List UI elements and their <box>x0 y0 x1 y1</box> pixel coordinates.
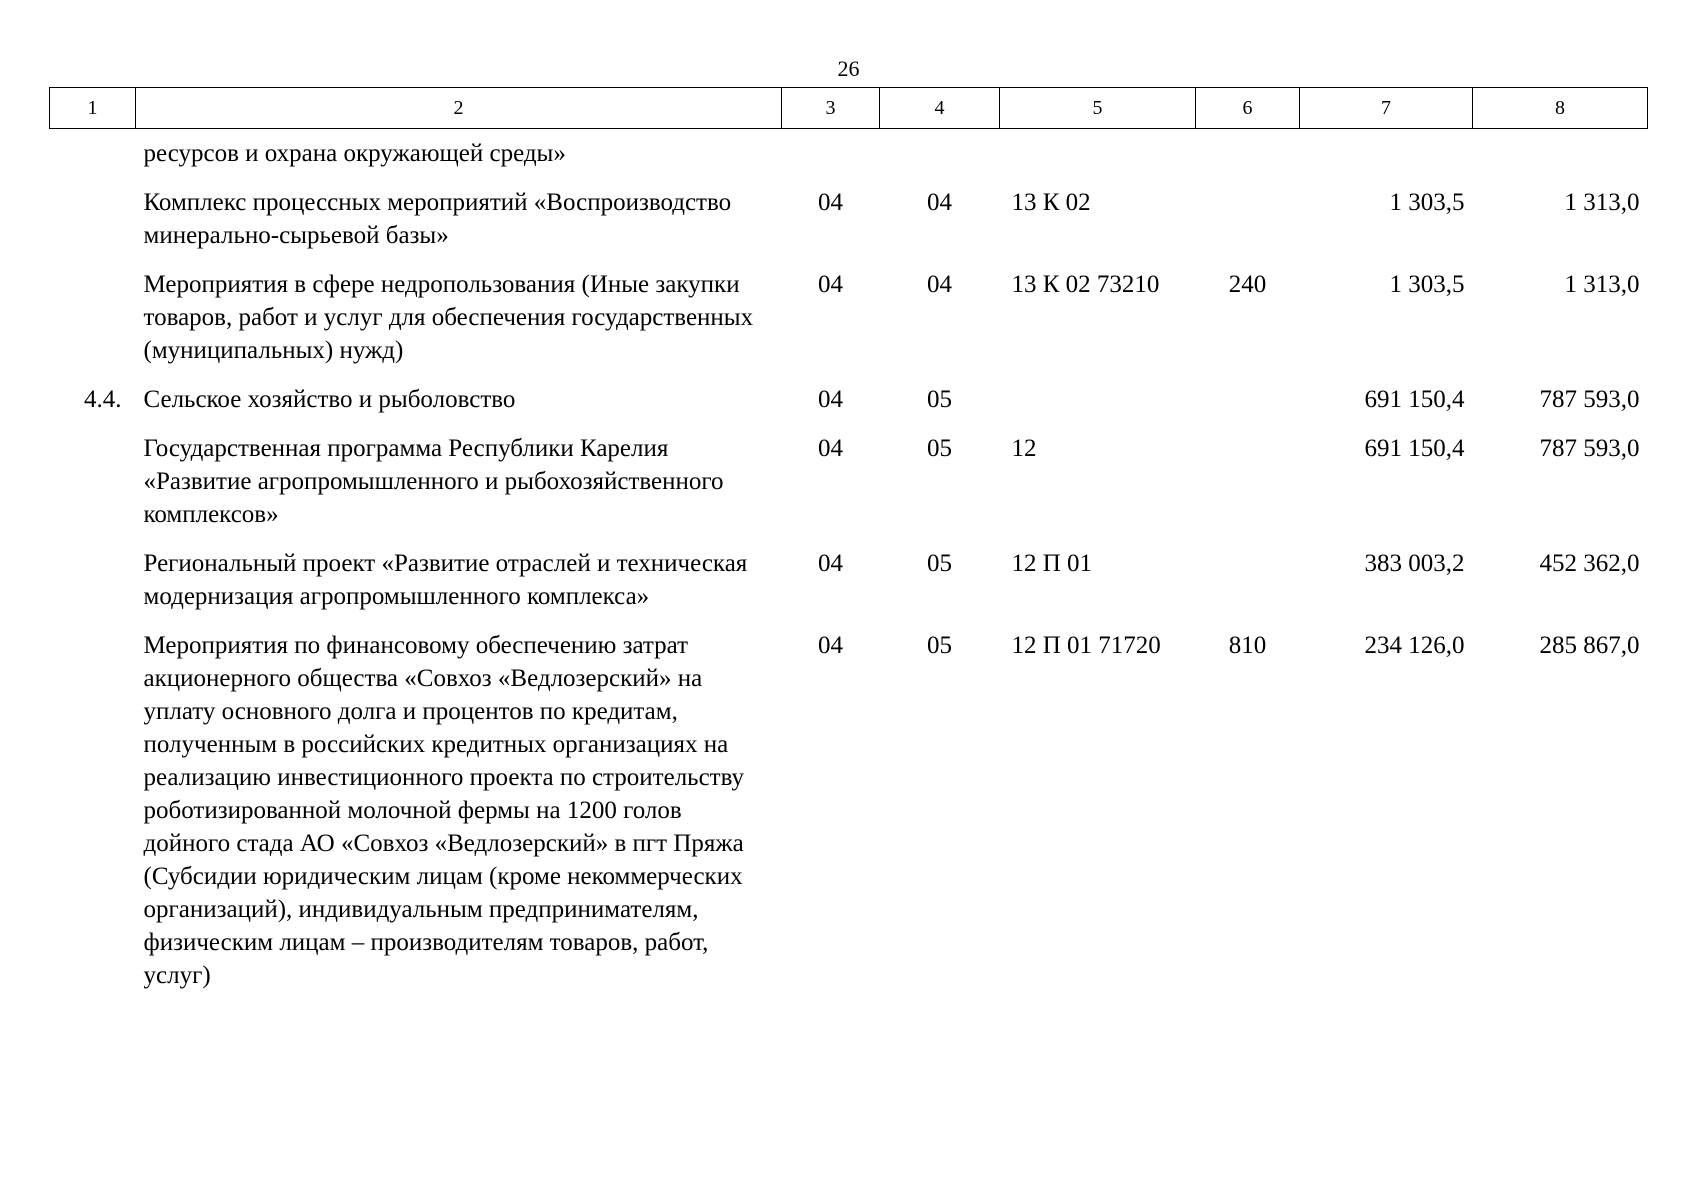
header-col-7: 7 <box>1300 88 1473 129</box>
row-expense-type <box>1196 129 1300 187</box>
row-target-code: 12 П 01 71720 <box>1011 632 1161 659</box>
table-row <box>50 129 1648 187</box>
table-row <box>50 383 1648 432</box>
row-name: Мероприятия в сфере недропользования (Иные закупки товаров, работ и услуг для обеспечения государственных (муниципальных) нужд) <box>143 271 754 364</box>
row-amount-col8: 1 313,0 <box>1564 271 1640 298</box>
header-col-2: 2 <box>136 88 782 129</box>
row-subsection: 05 <box>927 550 952 577</box>
row-number: 4.4. <box>84 386 122 413</box>
row-number <box>50 268 136 383</box>
row-number <box>50 129 136 187</box>
row-expense-type <box>1196 547 1300 629</box>
row-target-code: 12 <box>1011 435 1037 462</box>
row-subsection: 04 <box>927 271 952 298</box>
row-amount-col8: 1 313,0 <box>1564 189 1640 216</box>
row-amount-col7: 234 126,0 <box>1364 632 1465 659</box>
row-number <box>50 547 136 629</box>
row-subsection <box>880 129 1000 187</box>
row-expense-type: 240 <box>1228 271 1267 298</box>
row-amount-col7 <box>1300 129 1473 187</box>
row-target-code <box>1000 383 1196 432</box>
row-target-code: 13 К 02 <box>1011 189 1091 216</box>
row-amount-col8: 285 867,0 <box>1539 632 1640 659</box>
row-target-code: 12 П 01 <box>1011 550 1093 577</box>
row-section: 04 <box>818 271 843 298</box>
row-amount-col8: 787 593,0 <box>1539 386 1640 413</box>
row-amount-col7: 691 150,4 <box>1364 386 1465 413</box>
row-name: Региональный проект «Развитие отраслей и техническая модернизация агропромышленного комплекса» <box>143 550 748 610</box>
row-section: 04 <box>818 632 843 659</box>
row-name: Комплекс процессных мероприятий «Воспроизводство минерально-сырьевой базы» <box>143 189 732 249</box>
page-number: 26 <box>837 56 860 81</box>
table-header <box>50 88 1648 129</box>
header-col-5: 5 <box>1000 88 1196 129</box>
row-section: 04 <box>818 435 843 462</box>
row-amount-col8 <box>1473 129 1648 187</box>
row-number <box>50 432 136 547</box>
row-target-code: 13 К 02 73210 <box>1011 271 1160 298</box>
header-col-4: 4 <box>880 88 1000 129</box>
header-col-8: 8 <box>1473 88 1648 129</box>
header-col-6: 6 <box>1196 88 1300 129</box>
row-name: Мероприятия по финансовому обеспечению затрат акционерного общества «Совхоз «Ведлозерский» на уплату основного долга и процентов по кредитам, полученным в российских кредитных организациях на реализацию инвестиционного проекта по строительству роботизированной молочной фермы на 1200 голов дойного стада АО «Совхоз «Ведлозерский» в пгт Пряжа (Субсидии юридическим лицам (кроме некоммерческих организаций), индивидуальным предпринимателям, физическим лицам – производителям товаров, работ, услуг) <box>143 632 745 989</box>
row-amount-col7: 1 303,5 <box>1389 189 1465 216</box>
row-amount-col7: 691 150,4 <box>1364 435 1465 462</box>
row-expense-type: 810 <box>1228 632 1267 659</box>
table-body <box>50 129 1648 1009</box>
row-amount-col7: 383 003,2 <box>1364 550 1465 577</box>
row-name: Государственная программа Республики Карелия «Развитие агропромышленного и рыбохозяйственного комплексов» <box>143 435 724 528</box>
table-row <box>50 186 1648 268</box>
row-subsection: 05 <box>927 632 952 659</box>
row-number <box>50 629 136 1008</box>
row-amount-col8: 787 593,0 <box>1539 435 1640 462</box>
header-col-1: 1 <box>50 88 136 129</box>
row-section: 04 <box>818 386 843 413</box>
row-number <box>50 186 136 268</box>
row-name: Сельское хозяйство и рыболовство <box>143 386 516 413</box>
row-subsection: 04 <box>927 189 952 216</box>
row-section <box>782 129 880 187</box>
table-row <box>50 629 1648 1008</box>
row-name: ресурсов и охрана окружающей среды» <box>143 140 566 167</box>
row-amount-col7: 1 303,5 <box>1389 271 1465 298</box>
row-amount-col8: 452 362,0 <box>1539 550 1640 577</box>
row-expense-type <box>1196 432 1300 547</box>
row-expense-type <box>1196 186 1300 268</box>
table-row <box>50 268 1648 383</box>
header-col-3: 3 <box>782 88 880 129</box>
row-section: 04 <box>818 550 843 577</box>
row-section: 04 <box>818 189 843 216</box>
row-target-code <box>1000 129 1196 187</box>
row-subsection: 05 <box>927 386 952 413</box>
header-row <box>50 88 1648 129</box>
row-expense-type <box>1196 383 1300 432</box>
row-subsection: 05 <box>927 435 952 462</box>
table-row <box>50 432 1648 547</box>
table-row <box>50 547 1648 629</box>
budget-table <box>49 87 1648 1008</box>
